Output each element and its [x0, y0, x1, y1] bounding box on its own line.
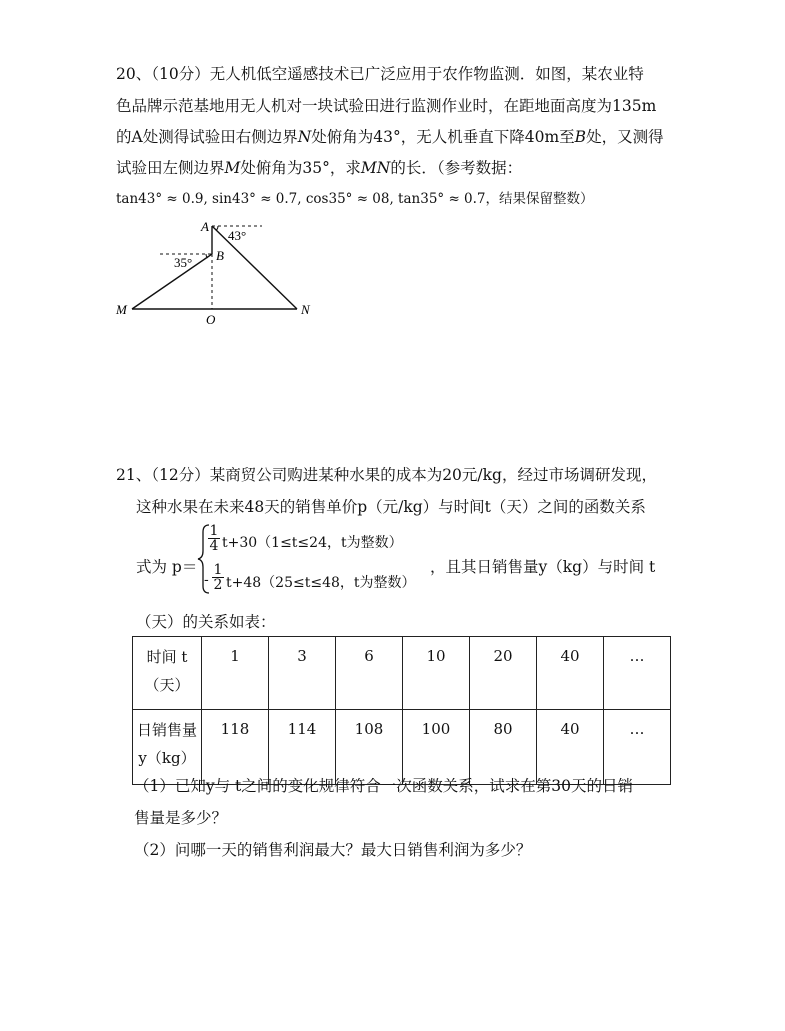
header-sales-a: 日销售量	[136, 721, 197, 739]
t-cell: 20	[470, 637, 537, 710]
point-m-text: M	[224, 159, 241, 177]
q20-line-1: 20、（10分）无人机低空遥感技术已广泛应用于农作物监测．如图，某农业特	[116, 65, 644, 83]
header-time	[133, 637, 202, 710]
q20-reference-data: tan43° ≈ 0.9, sin43° ≈ 0.7, cos35° ≈ 08, tan35° ≈ 0.7，结果保留整数）	[116, 191, 594, 207]
case1-denominator: 4	[209, 538, 219, 554]
table-row-sales	[133, 710, 671, 785]
label-b: B	[216, 248, 224, 263]
angle-arc-a	[217, 226, 219, 230]
q20-line-4	[116, 158, 522, 178]
case2-numerator: 1	[213, 562, 223, 578]
q20-line-3-a: 的A处测得试验田右侧边界	[116, 128, 298, 146]
label-o: O	[206, 312, 216, 327]
case2-expression: t+48（25≤t≤48，t为整数）	[226, 575, 416, 591]
q20-line-3-c: 处，又测得	[586, 128, 664, 146]
angle-label-35: 35°	[174, 255, 193, 270]
case1-expression: t+30（1≤t≤24，t为整数）	[222, 535, 403, 551]
q20-line-3-b: 处俯角为43°，无人机垂直下降40m至	[311, 128, 575, 146]
y-cell: 118	[202, 710, 269, 785]
t-cell: 10	[403, 637, 470, 710]
sales-table	[132, 636, 671, 785]
header-sales-b: y（kg）	[138, 749, 196, 767]
q21-sub2: （2）问哪一天的销售利润最大？最大日销售利润为多少？	[134, 841, 532, 859]
line-a-n	[212, 226, 297, 309]
q21-table-intro: （天）的关系如表：	[136, 613, 276, 631]
y-cell: 80	[470, 710, 537, 785]
header-time-a: 时间 t	[146, 648, 188, 666]
label-n: N	[301, 302, 310, 317]
header-sales	[133, 710, 202, 785]
q21-sub1-line-2: 售量是多少？	[134, 809, 228, 827]
y-cell: 100	[403, 710, 470, 785]
y-cell: …	[604, 710, 671, 785]
label-m: M	[116, 302, 127, 317]
q20-line-3	[116, 127, 664, 147]
case2-sign: -	[204, 572, 209, 588]
q21-formula-suffix: ，且其日销售量y（kg）与时间 t	[430, 558, 656, 576]
table-row-time	[133, 637, 671, 710]
segment-mn-text: MN	[360, 159, 391, 177]
y-cell: 114	[269, 710, 336, 785]
q21-formula-prefix: 式为 p＝	[136, 558, 198, 576]
q20-figure	[110, 216, 330, 328]
t-cell: 1	[202, 637, 269, 710]
q21-line-1: 21、（12分）某商贸公司购进某种水果的成本为20元/kg，经过市场调研发现，	[116, 466, 657, 484]
q20-line-2: 色品牌示范基地用无人机对一块试验田进行监测作业时，在距地面高度为135m	[116, 97, 657, 115]
point-n-text: N	[297, 128, 312, 146]
q20-line-4-b: 处俯角为35°，求	[240, 159, 361, 177]
point-b-text: B	[574, 128, 587, 146]
case2-fraction	[212, 563, 224, 592]
line-b-m	[132, 254, 212, 309]
t-cell: …	[604, 637, 671, 710]
q21-line-2: 这种水果在未来48天的销售单价p（元/kg）与时间t（天）之间的函数关系	[136, 498, 646, 516]
case1-numerator: 1	[209, 523, 219, 539]
y-cell: 108	[336, 710, 403, 785]
q20-line-4-c: 的长．（参考数据：	[390, 159, 523, 177]
t-cell: 40	[537, 637, 604, 710]
header-time-b: （天）	[144, 676, 190, 694]
t-cell: 3	[269, 637, 336, 710]
case2-denominator: 2	[213, 577, 223, 593]
q21-sub1-line-1: （1）已知y与 t之间的变化规律符合一次函数关系，试求在第30天的日销	[134, 777, 633, 795]
y-cell: 40	[537, 710, 604, 785]
q20-line-4-a: 试验田左侧边界	[116, 159, 225, 177]
angle-label-43: 43°	[228, 228, 247, 243]
label-a: A	[201, 219, 209, 234]
t-cell: 6	[336, 637, 403, 710]
case1-fraction	[208, 524, 220, 553]
